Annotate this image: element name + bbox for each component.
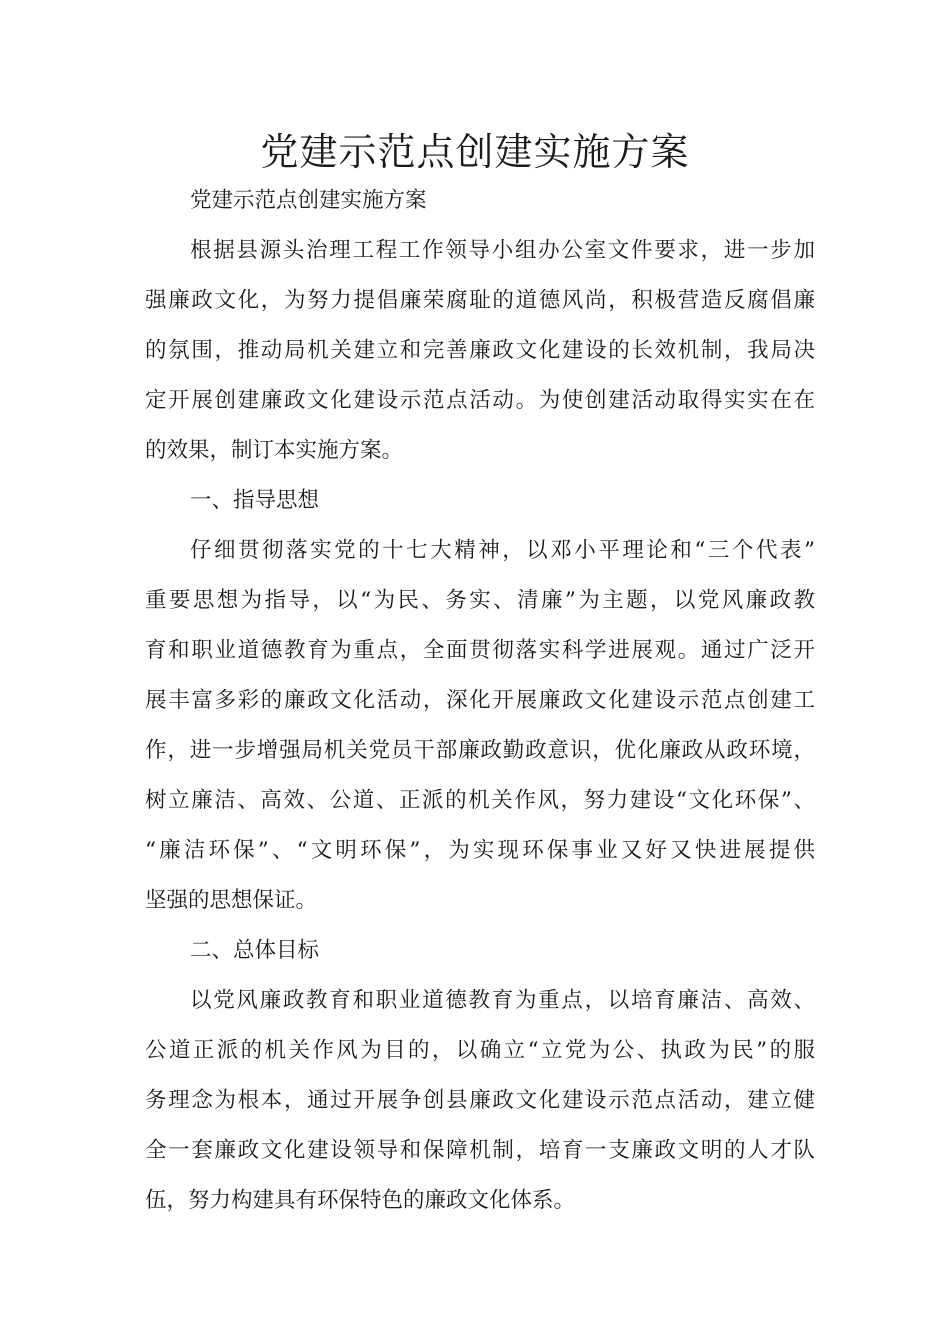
document-title: 党建示范点创建实施方案 xyxy=(260,130,690,174)
paragraph-line: 展丰富多彩的廉政文化活动，深化开展廉政文化建设示范点创建工 xyxy=(145,688,815,713)
paragraph-line: 重要思想为指导，以“为民、务实、清廉”为主题，以党风廉政教 xyxy=(145,588,815,613)
paragraph-line: 以党风廉政教育和职业道德教育为重点，以培育廉洁、高效、 xyxy=(190,988,815,1013)
paragraph-line: 作，进一步增强局机关党员干部廉政勤政意识，优化廉政从政环境， xyxy=(145,738,815,763)
paragraph-line: 强廉政文化，为努力提倡廉荣腐耻的道德风尚，积极营造反腐倡廉 xyxy=(145,288,815,313)
document-subtitle: 党建示范点创建实施方案 xyxy=(190,188,427,213)
paragraph-line: 公道正派的机关作风为目的，以确立“立党为公、执政为民”的服 xyxy=(145,1038,815,1063)
paragraph-line: 根据县源头治理工程工作领导小组办公室文件要求，进一步加 xyxy=(190,238,815,263)
paragraph-line: 定开展创建廉政文化建设示范点活动。为使创建活动取得实实在在 xyxy=(145,388,815,413)
paragraph-line: 的氛围，推动局机关建立和完善廉政文化建设的长效机制，我局决 xyxy=(145,338,815,363)
paragraph-line: 务理念为根本，通过开展争创县廉政文化建设示范点活动，建立健 xyxy=(145,1088,815,1113)
paragraph-line: 仔细贯彻落实党的十七大精神，以邓小平理论和“三个代表” xyxy=(190,538,815,563)
paragraph-line: 育和职业道德教育为重点，全面贯彻落实科学进展观。通过广泛开 xyxy=(145,638,815,663)
paragraph-line: 伍，努力构建具有环保特色的廉政文化体系。 xyxy=(145,1188,576,1213)
paragraph-line: 全一套廉政文化建设领导和保障机制，培育一支廉政文明的人才队 xyxy=(145,1138,815,1163)
section-heading: 一、指导思想 xyxy=(190,488,320,513)
section-heading: 二、总体目标 xyxy=(190,938,320,963)
paragraph-line: 树立廉洁、高效、公道、正派的机关作风，努力建设“文化环保”、 xyxy=(145,788,815,813)
paragraph-line: “廉洁环保”、“文明环保”，为实现环保事业又好又快进展提供 xyxy=(145,838,815,863)
paragraph-line: 坚强的思想保证。 xyxy=(145,888,318,913)
paragraph-line: 的效果，制订本实施方案。 xyxy=(145,438,404,463)
